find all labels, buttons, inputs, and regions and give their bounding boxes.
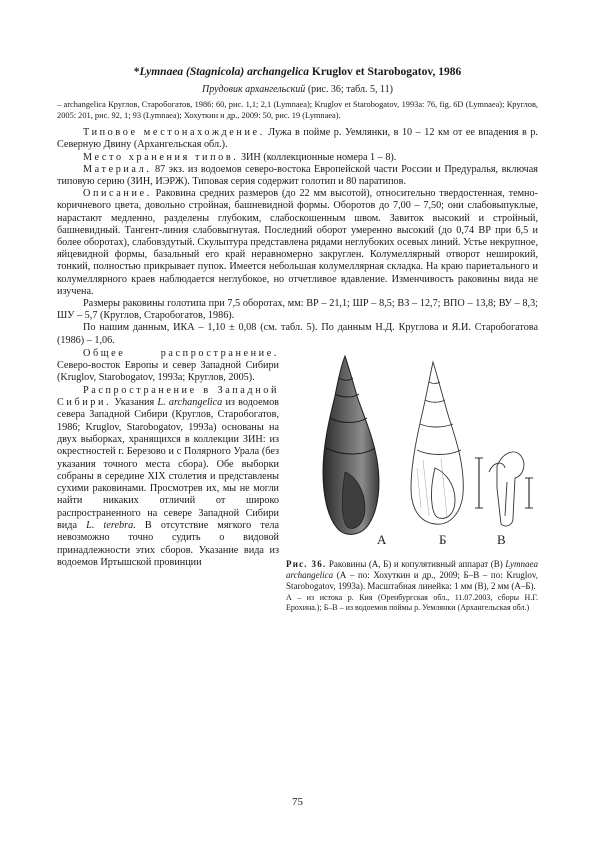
shell-a-photo <box>323 356 379 534</box>
west-siberia-distribution: Распространение в Западной Сибири. Указания L. archangelica из водоемов севера Западной Сибири (Круглов, Старобогатов, 1986; Kruglov, Starobogatov, 1993a) основаны на двух выборках, хранящихся в коллекции ЗИН: из окрестностей г. Березово и с Полярного Урала (без указания точного места сбора). Обе выборки собраны в середине XIX столетия и представлены сухими раковинами. Просмотрев их, мы не могли найти никаких отличий от широко распространенного на севере Западной Сибири вида L. terebra. В отсутствие мягкого тела невозможно точно судить о видовой принадлежности этих сборов. Указание вида из водоемов Иртышской провинции <box>57 384 280 568</box>
species-title: *Lymnaea (Stagnicola) archangelica Kruglov et Starobogatov, 1986 <box>133 66 462 78</box>
copulatory-apparatus-drawing <box>489 452 524 526</box>
shell-b-drawing <box>411 362 463 524</box>
species-subtitle: Прудовик архангельский (рис. 36; табл. 5, 11) <box>202 84 393 95</box>
figure-label-c: В <box>497 531 506 547</box>
figure-caption: Рис. 36. Раковины (А, Б) и копулятивный аппарат (В) Lymnaea archangelica (А – по: Хохуткин и др., 2009; Б–В – по: Kruglov, Starobogatov, 1993a). Масштабная линейка: 1 мм (В), 2 мм (А–Б). А – из истока р. Кия (Оренбургская обл., 11.07.2003, сборы Н.Г. Ерохина.); Б–В – из водоемов поймы р. Уемлянки (Архангельская обл.) <box>286 558 538 612</box>
description: Описание. Раковина средних размеров (до 22 мм высотой), относительно твердостенная, темно-коричневого цвета, довольно стройная, башневидной формы. Оборотов до 7,00 – 7,50; они слабовыпуклые, нарастают медленно, разделены глубоким, слабоскошенным швом. Завиток высокий и стройный, башневидный. Тангент-линия слабовыгнутая. Последний оборот умеренно высокий (до 0,74 ВР при 6,5 и более оборотах), слабовздутый. Скульптура представлена рядами неглубоких осевых линий. Устье некрупное, яйцевидной формы, базальный его край неравномерно закруглен. Колумеллярный отворот неширокий, тонкий, полностью прикрывает пупок. Имеется небольшая колумеллярная складка. На краю париетального и колумеллярного краев наблюдается неглубокое, но отчетливое вдавление. Изменчивость раковины вида не изучена. <box>57 188 538 297</box>
figure-caption-note: А – из истока р. Кия (Оренбургская обл., 11.07.2003, сборы Н.Г. Ерохина.); Б–В – из водоемов поймы р. Уемлянки (Архангельская обл.) <box>286 592 538 612</box>
type-storage: Место хранения типов. ЗИН (коллекционные номера 1 – 8). <box>83 151 397 163</box>
page-number: 75 <box>292 796 303 808</box>
left-column <box>57 348 279 569</box>
synonymy: – archangelica Круглов, Старобогатов, 1986: 60, рис. 1,1; 2,1 (Lymnaea); Kruglov et Starobogatov, 1993a: 76, fig. 6D (Lymnaea); Круглов, 2005: 201, рис. 92, 1; 93 (Lymnaea); Хохуткин и др., 2009: 50, рис. 19 (Lymnaea). <box>57 100 538 120</box>
shell-sizes: Размеры раковины голотипа при 7,5 оборотах, мм: ВР – 21,1; ШР – 8,5; ВЗ – 12,7; ВПО – 13,8; ВУ – 8,3; ШУ – 5,7 (Круглов, Старобогатов, 1986). <box>57 298 538 322</box>
type-locality: Типовое местонахождение. Лужа в пойме р. Уемлянки, в 10 – 12 км от ее впадения в р. Северную Двину (Архангельская обл.). <box>57 127 538 151</box>
general-distribution: Общее распространение. Северо-восток Европы и север Западной Сибири (Kruglov, Starobogatov, 1993a; Круглов, 2005). <box>57 347 279 384</box>
page-content <box>57 66 538 612</box>
figure-label-b: Б <box>439 531 447 547</box>
ika-data: По нашим данным, ИКА – 1,10 ± 0,08 (см. табл. 5). По данным Н.Д. Круглова и Я.И. Старобогатова (1986) – 1,06. <box>57 322 538 346</box>
material: Материал. 87 экз. из водоемов северо-востока Европейской части России и Предуралья, включая типовую серию (ЗИН, ИЭРЖ). Типовая серия содержит голотип и 80 паратипов. <box>57 163 538 187</box>
figure-drawing <box>283 348 538 558</box>
figure-label-a: А <box>377 531 387 547</box>
figure-36 <box>283 348 538 558</box>
